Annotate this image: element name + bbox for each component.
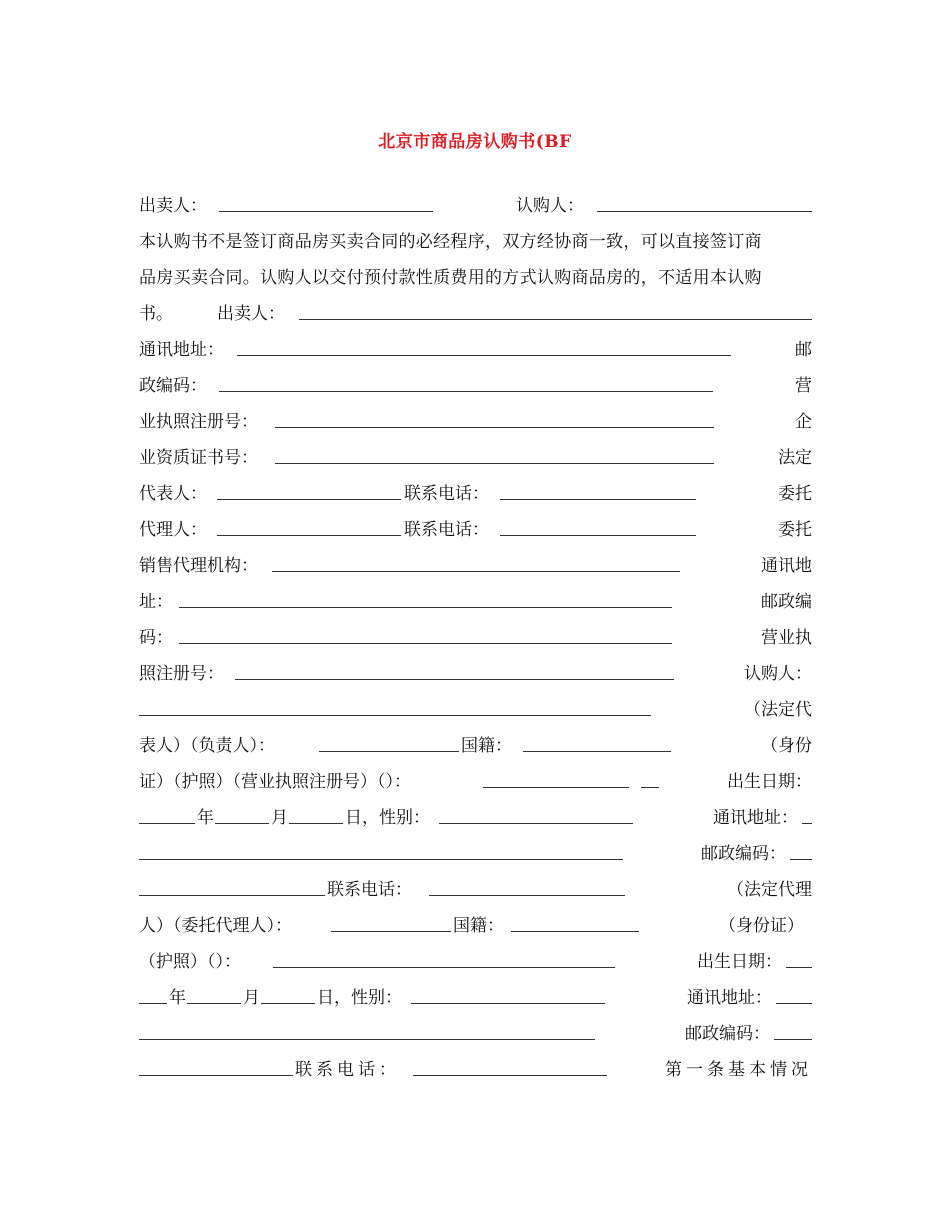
row-parties: [139, 193, 812, 219]
buyer-rep-field[interactable]: [319, 733, 459, 752]
agent-zip-field[interactable]: [139, 1057, 293, 1076]
day-gender-label: 日，性别：: [345, 808, 430, 828]
agent-address-field[interactable]: [139, 1021, 595, 1040]
agency-license-field[interactable]: [235, 661, 674, 680]
wrap-text: 邮: [795, 340, 812, 360]
birth-year-field[interactable]: [139, 805, 195, 824]
year-label: 年: [197, 808, 214, 828]
row-agent-passport: [139, 949, 812, 975]
buyer-name-field[interactable]: [139, 697, 651, 716]
row-zip: [139, 373, 812, 399]
license-field[interactable]: [275, 409, 714, 428]
buyer-phone-label: 联系电话：: [327, 880, 412, 900]
row-buyer: [139, 697, 812, 723]
buyer-id-field-extra[interactable]: [641, 769, 659, 788]
seller-field[interactable]: [219, 193, 433, 212]
intro-line-2: [139, 265, 812, 291]
agency-license-label: 照注册号：: [139, 664, 224, 684]
representative-label: 代表人：: [139, 484, 207, 504]
buyer-address-field-start[interactable]: [802, 805, 812, 824]
row-buyer-address: [139, 841, 812, 867]
row-qualification: [139, 445, 812, 471]
month-label: 月: [271, 808, 288, 828]
row-sales-agency: [139, 553, 812, 579]
document-title: 北京市商品房认购书(BF: [378, 132, 572, 152]
gender-field[interactable]: [439, 805, 633, 824]
agent-nationality-field[interactable]: [511, 913, 639, 932]
phone-label: 联系电话：: [404, 520, 489, 540]
sales-agency-label: 销售代理机构：: [139, 556, 258, 576]
wrap-text: 企: [795, 412, 812, 432]
address-label: 通讯地址：: [139, 340, 224, 360]
birth-label: 出生日期：: [727, 772, 812, 792]
month-label: 月: [243, 988, 260, 1008]
wrap-text: （法定代: [744, 700, 812, 720]
row-buyer-id: [139, 769, 812, 795]
representative-field[interactable]: [217, 481, 401, 500]
agency-zip-field[interactable]: [179, 625, 672, 644]
intro-text-3: 书。: [139, 304, 173, 324]
buyer-label: 认购人：: [516, 196, 584, 216]
buyer-address-label: 通讯地址：: [713, 808, 798, 828]
row-address: [139, 337, 812, 363]
year-label: 年: [169, 988, 186, 1008]
agent-nationality-label: 国籍：: [453, 916, 504, 936]
agent-address-field-start[interactable]: [776, 985, 812, 1004]
row-representative: [139, 481, 812, 507]
intro-text-1: 本认购书不是签订商品房买卖合同的必经程序，双方经协商一致，可以直接签订商: [139, 232, 762, 252]
row-agency-address: [139, 589, 812, 615]
row-agency-zip: [139, 625, 812, 651]
agency-address-label: 址：: [139, 592, 173, 612]
row-agent-phone: [139, 1057, 812, 1083]
phone-field[interactable]: [500, 481, 696, 500]
nationality-field[interactable]: [523, 733, 671, 752]
row-agent-address: [139, 1021, 812, 1047]
day-gender-label: 日，性别：: [317, 988, 402, 1008]
agent-birth-month-field[interactable]: [187, 985, 241, 1004]
buyer-zip-label: 邮政编码：: [701, 844, 786, 864]
buyer-zip-field[interactable]: [139, 877, 325, 896]
agent-phone-field[interactable]: [500, 517, 696, 536]
agent-birth-label: 出生日期：: [697, 952, 782, 972]
row-license: [139, 409, 812, 435]
seller-label-2: 出卖人：: [217, 304, 285, 324]
agent-field[interactable]: [217, 517, 401, 536]
agent-birth-field-start[interactable]: [786, 949, 812, 968]
agent-zip-field-start[interactable]: [774, 1021, 812, 1040]
zip-label: 政编码：: [139, 376, 207, 396]
buyer-id-field[interactable]: [483, 769, 629, 788]
qualification-field[interactable]: [275, 445, 714, 464]
agency-zip-label: 码：: [139, 628, 173, 648]
sales-agency-field[interactable]: [272, 553, 680, 572]
agent-phone-field[interactable]: [413, 1057, 607, 1076]
buyer-agent-field[interactable]: [331, 913, 451, 932]
row-buyer-birth: [139, 805, 812, 831]
wrap-text: 通讯地: [761, 556, 812, 576]
intro-text-2: 品房买卖合同。认购人以交付预付款性质费用的方式认购商品房的，不适用本认购: [139, 268, 762, 288]
license-label: 业执照注册号：: [139, 412, 258, 432]
wrap-text: （身份证）: [719, 916, 804, 936]
row-buyer-phone: [139, 877, 812, 903]
wrap-text: （法定代理: [727, 880, 812, 900]
address-field[interactable]: [237, 337, 731, 356]
buyer-agent-label: 人）（委托代理人）：: [139, 916, 292, 936]
agency-address-field[interactable]: [179, 589, 672, 608]
seller-field-2[interactable]: [299, 301, 812, 320]
birth-month-field[interactable]: [215, 805, 269, 824]
wrap-text: 委托: [778, 520, 812, 540]
agent-phone-label: 联系电话：: [295, 1060, 400, 1080]
birth-day-field[interactable]: [289, 805, 343, 824]
agent-zip-label: 邮政编码：: [685, 1024, 770, 1044]
qualification-label: 业资质证书号：: [139, 448, 258, 468]
phone-label: 联系电话：: [404, 484, 489, 504]
agent-passport-field[interactable]: [273, 949, 615, 968]
wrap-text: 营业执: [761, 628, 812, 648]
agent-birth-year-field[interactable]: [139, 985, 167, 1004]
row-agent-birth: [139, 985, 812, 1011]
nationality-label: 国籍：: [461, 736, 512, 756]
buyer-address-field[interactable]: [139, 841, 623, 860]
intro-line-1: [139, 229, 812, 255]
buyer-id-label: 证）（护照）（营业执照注册号）（）：: [139, 772, 411, 792]
buyer-rep-label: 表人）（负责人）：: [139, 736, 275, 756]
wrap-text: 委托: [778, 484, 812, 504]
article-1-heading: 第一条基本情况: [665, 1060, 812, 1080]
seller-label: 出卖人：: [139, 196, 207, 216]
agent-address-label: 通讯地址：: [687, 988, 772, 1008]
buyer-phone-field[interactable]: [429, 877, 625, 896]
wrap-text: 法定: [778, 448, 812, 468]
buyer-field[interactable]: [597, 193, 812, 212]
agent-gender-field[interactable]: [411, 985, 605, 1004]
row-buyer-rep: [139, 733, 812, 759]
wrap-text: 邮政编: [761, 592, 812, 612]
zip-field[interactable]: [219, 373, 713, 392]
wrap-text: （身份: [761, 736, 812, 756]
wrap-text: 营: [795, 376, 812, 396]
intro-line-3: [139, 301, 812, 327]
wrap-text: 认购人：: [744, 664, 812, 684]
agent-label: 代理人：: [139, 520, 207, 540]
buyer-zip-field-start[interactable]: [790, 841, 812, 860]
row-buyer-agent: [139, 913, 812, 939]
row-agency-license: [139, 661, 812, 687]
row-agent: [139, 517, 812, 543]
agent-birth-day-field[interactable]: [261, 985, 315, 1004]
agent-passport-label: （护照）（）：: [139, 952, 241, 972]
